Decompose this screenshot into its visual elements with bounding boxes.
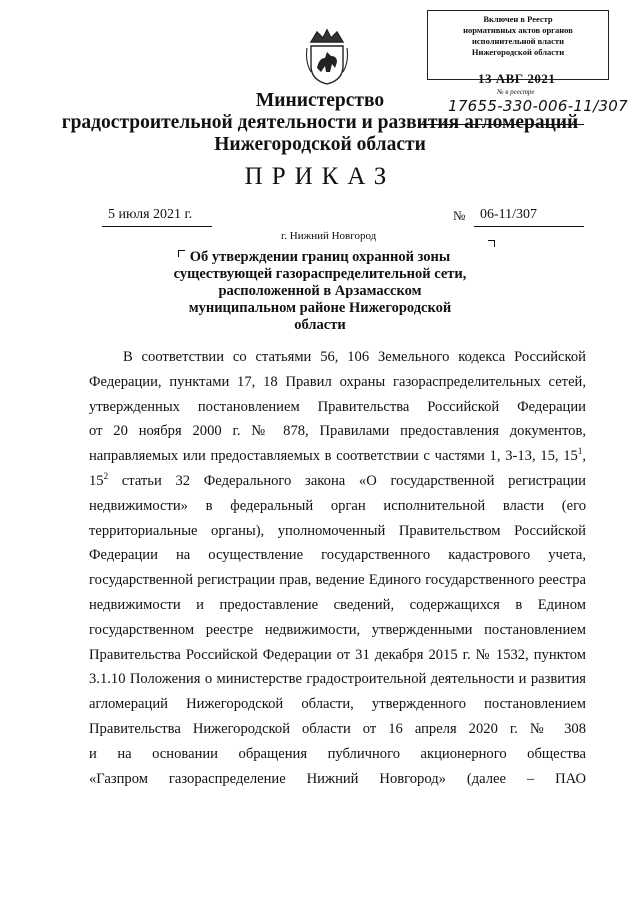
- order-body-text: [89, 345, 586, 791]
- title-line: муниципальном районе Нижегородской: [188, 300, 452, 316]
- body-line: государственном реестре недвижимости, утвержденными постановлением: [89, 621, 586, 638]
- stamp-line-4: Нижегородской области: [471, 47, 565, 57]
- body-line: недвижимости» в федеральный орган исполнительной власти (его: [89, 497, 586, 514]
- title-line: существующей газораспределительной сети,: [173, 266, 467, 282]
- ministry-name-line-1: Министерство: [255, 90, 385, 111]
- body-line: 3.1.10 Положения о министерстве градостроительной деятельности и развития: [89, 671, 586, 688]
- registry-stamp: [427, 10, 609, 80]
- date-underline: [102, 226, 212, 227]
- body-text: 15: [89, 472, 104, 489]
- body-line: Федерации, пунктами 17, 18 Правил охраны газораспределительных сетей,: [89, 373, 586, 390]
- title-line: области: [294, 317, 346, 333]
- body-line: В соответствии со статьями 56, 106 Земельного кодекса Российской: [123, 349, 586, 365]
- order-date: 5 июля 2021 г.: [108, 207, 193, 222]
- body-line: Федерации на осуществление государственного кадастрового учета,: [89, 547, 586, 564]
- stamp-registry-number: 17655-330-006-11/307: [448, 97, 628, 115]
- body-text: ,: [582, 448, 586, 465]
- stamp-line-1: Включен в Реестр: [483, 14, 553, 24]
- body-line: Правительства Российской Федерации от 31 декабря 2015 г. № 1532, пунктом: [89, 646, 586, 663]
- order-title: [150, 249, 490, 334]
- body-text: статьи 32 Федерального закона «О государственной регистрации: [108, 472, 586, 489]
- title-corner-right: [488, 240, 495, 247]
- stamp-sub-label: № в реестре: [497, 88, 535, 96]
- body-line: утвержденных постановлением Правительства Российской Федерации: [89, 398, 586, 415]
- document-type-heading: ПРИКАЗ: [244, 163, 396, 190]
- body-line: «Газпром газораспределение Нижний Новгород» (далее – ПАО: [89, 770, 586, 787]
- coat-of-arms-icon: [305, 28, 349, 86]
- body-line: от 20 ноября 2000 г. № 878, Правилами предоставления документов,: [89, 423, 586, 440]
- stamp-date: 13 АВГ 2021: [478, 71, 556, 86]
- body-line: [89, 444, 586, 469]
- body-line: [89, 469, 586, 494]
- superscript: 2: [103, 471, 109, 482]
- title-line: расположенной в Арзамасском: [218, 283, 422, 299]
- body-line: Правительства Нижегородской области от 16 апреля 2020 г. № 308: [89, 720, 586, 737]
- stamp-line-3: исполнительной власти: [472, 36, 564, 46]
- ministry-name-line-2: градостроительной деятельности и развития агломераций: [61, 112, 579, 133]
- body-line: недвижимости и предоставление сведений, содержащихся в Едином: [89, 596, 586, 613]
- stamp-line-2: нормативных актов органов: [463, 25, 573, 35]
- body-line: агломераций Нижегородской области, утвержденного постановлением: [89, 696, 586, 713]
- number-underline: [474, 226, 584, 227]
- body-line: и на основании обращения публичного акционерного общества: [89, 745, 586, 762]
- superscript: 1: [577, 446, 583, 457]
- body-text: направляемых или предоставляемых в соответствии с частями 1, 3-13, 15, 15: [89, 448, 578, 465]
- body-line: государственной регистрации прав, ведение Единого государственного реестра: [89, 572, 586, 589]
- body-line: территориальные органы), уполномоченный Правительством Российской: [89, 522, 586, 539]
- order-city: г. Нижний Новгород: [281, 230, 377, 242]
- ministry-name-line-3: Нижегородской области: [214, 134, 426, 155]
- stamp-strikethrough-line: [422, 124, 584, 125]
- title-line: Об утверждении границ охранной зоны: [189, 249, 451, 265]
- number-sign: №: [453, 208, 466, 223]
- order-number: 06-11/307: [480, 207, 538, 222]
